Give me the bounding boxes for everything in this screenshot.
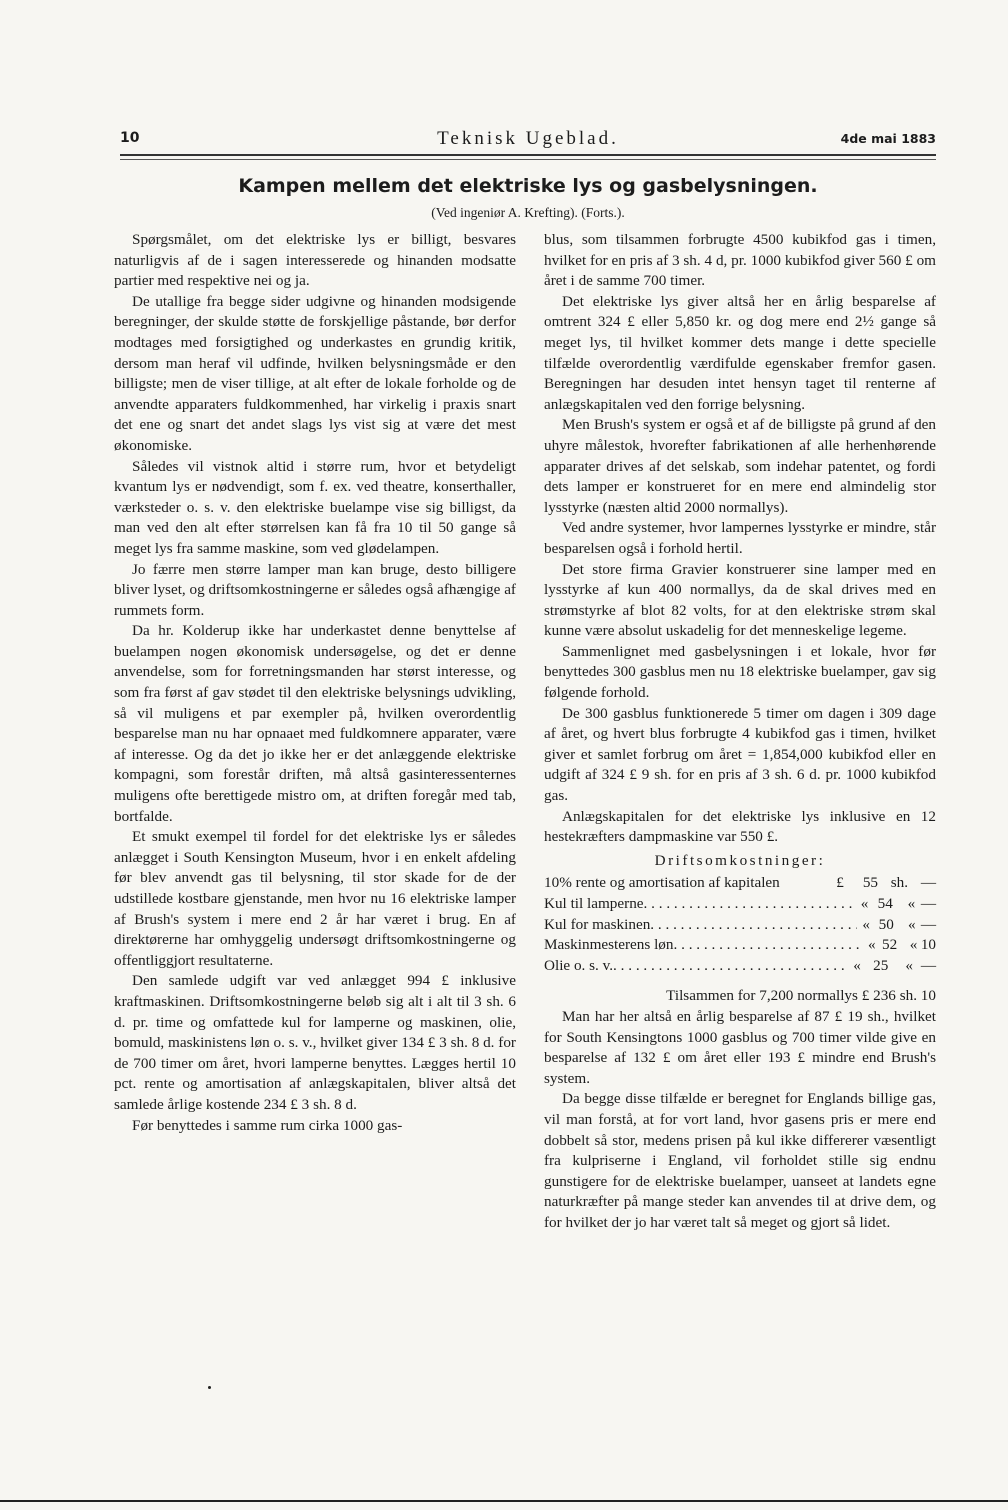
operating-costs-total: Tilsammen for 7,200 normallys £ 236 sh. 10 <box>666 987 936 1005</box>
cost-shillings: « <box>907 895 916 912</box>
paragraph: Det elektriske lys giver altså her en årlig besparelse af omtrent 324 £ eller 5,850 kr. og dog mere end 2½ gange så meget lys, til hvilket kommer dets mange i dette specielle tilfælde overordentlig værdifulde egenskaber fremfor gasen. Beregningen har desuden intet hensyn taget til renterne af anlægskapitalen ved den forrige belysning. <box>544 292 936 413</box>
paragraph: Jo færre men større lamper man kan bruge, desto billigere bliver lyset, og driftsomkostningerne er således også afhængige af rummets form. <box>114 560 516 619</box>
page-number: 10 <box>120 130 140 146</box>
cost-currency: « <box>853 956 861 974</box>
cost-shillings: « <box>905 956 913 974</box>
page-bottom-edge <box>0 1500 1008 1502</box>
article-title: Kampen mellem det elektriske lys og gasbelysningen. <box>238 175 818 197</box>
paragraph: De 300 gasblus funktionerede 5 timer om dagen i 309 dage af året, og hvert blus forbrugte 4 kubikfod gas i timen, hvilket giver et samlet forbrug om året = 1,854,000 kubikfod eller en udgift af 324 £ 9 sh. for en pris af 3 sh. 6 d. pr. 1000 kubikfod gas. <box>544 704 936 805</box>
operating-costs-table <box>544 873 936 976</box>
paragraph: Da begge disse tilfælde er beregnet for Englands billige gas, vil man forstå, at for vort land, hvor gasens pris er mere end dobbelt så stor, medens prisen på kul ikke differerer væsentligt fra kulpriserne i England, vil forholdet stille sig endnu gunstigere for de elektriske buelamper, uanseet at landets egne naturkræfter på mange steder kan anvendes til at drive dem, og for hvilket der jo har været talt så meget og gjort så lidet. <box>544 1090 936 1231</box>
paragraph: blus, som tilsammen forbrugte 4500 kubikfod gas i timen, hvilket for en pris af 3 sh. 4 d, pr. 1000 kubikfod giver 560 £ om året i de samme 700 timer. <box>544 231 936 290</box>
cost-pounds: 55 <box>862 874 878 892</box>
cost-pence: — <box>920 874 936 892</box>
header-rule <box>120 154 936 156</box>
journal-title: Teknisk Ugeblad. <box>437 128 619 149</box>
paragraph: Ved andre systemer, hvor lampernes lysstyrke er mindre, står besparelsen også i forhold hertil. <box>544 519 936 557</box>
paragraph: Før benyttedes i samme rum cirka 1000 gas- <box>132 1116 403 1134</box>
cost-pounds: 52 <box>882 936 898 954</box>
cost-label: Maskinmesterens løn <box>544 936 674 954</box>
cost-pence: — <box>920 956 936 974</box>
cost-label: Olie o. s. v. <box>544 956 614 974</box>
cost-pounds: 25 <box>873 956 889 974</box>
operating-costs-heading: Driftsomkostninger: <box>654 851 826 869</box>
cost-currency: « <box>868 936 876 954</box>
cost-row <box>544 935 936 956</box>
cost-shillings: sh. <box>890 874 908 892</box>
paragraph: Men Brush's system er også et af de billigste på grund af den uhyre målestok, hvorefter fabrikationen af alle herhenhørende apparater drives af det selskab, som indehar patentet, og fordi dets lamper er konstrueret for en mere end almindelig stor lysstyrke (næsten altid 2000 normallys). <box>544 416 936 516</box>
leader-dots <box>650 915 857 936</box>
cost-currency: £ <box>836 874 844 892</box>
paragraph: Et smukt exempel til fordel for det elektriske lys er således anlægget i South Kensington Museum, hvor i en enkelt afdeling før blev anvendt gas til belysning, til stor skade for de der udstillede kostbare gjenstande, men hvor nu 16 elektriske lamper af Brush's system i mere end 2 år har været i brug. En af direktørerne har omhyggelig undersøgt driftsomkostningerne og offentliggjort resultaterne. <box>114 828 516 969</box>
cost-row <box>544 873 936 894</box>
cost-pence: — <box>920 895 936 912</box>
cost-pence: 10 <box>920 936 936 954</box>
cost-pence: — <box>920 915 936 933</box>
paragraph: De utallige fra begge sider udgivne og hinanden modsigende beregninger, der skulde støtte de forskjellige påstande, bør derfor modtages med forsigtighed og underkastes en grundig kritik, dersom man heraf vil udfinde, hvilken belysningsmåde er den billigste; men de viser tillige, at alt efter de lokale forholde og de anvendte apparaters fuldkommenhed, har virkelig i praxis snart det ene og snart det andet slags lys vist sig at være det mest økonomiske. <box>114 292 516 454</box>
cost-shillings: « <box>909 936 918 954</box>
cost-label: 10% rente og amortisation af kapitalen <box>544 874 780 892</box>
cost-pounds: 54 <box>877 895 893 912</box>
cost-shillings: « <box>908 915 916 933</box>
paragraph: Da hr. Kolderup ikke har underkastet denne benyttelse af buelampen nogen økonomisk undersøgelse, og det er denne anvendelse, som for forretningsmanden har størst interesse, og som fra først af gav stødet til den elektriske belysnings udvikling, så vil muligens et par exempler på, hvilken overordentlig besparelse man nu har opnaaet med fuldkomnere apparater, være af interesse. Og da det jo ikke her er det anlæggende elektriske kompagni, som forestår driften, må altså gasinteressenternes muligens ofte berettigede mistro om, at driften foregår med tab, bortfalde. <box>114 622 516 825</box>
left-column <box>114 230 516 1136</box>
paragraph: Anlægskapitalen for det elektriske lys inklusive en 12 hestekræfters dampmaskine var 550 £. <box>544 807 936 846</box>
paragraph: Man har her altså en årlig besparelse af 87 £ 19 sh., hvilket for South Kensingtons 1000 gasblus og 700 timer vilde give en besparelse af 132 £ om året eller 193 £ mindre end Brush's system. <box>544 1007 936 1087</box>
cost-label: Kul til lamperne <box>544 895 644 912</box>
paragraph: Således vil vistnok altid i større rum, hvor et betydeligt kvantum lys er nødvendigt, som f. ex. ved theatre, konserthaller, værksteder o. s. v. den elektriske buelampe vise sig billigst, da man ved den alt efter størrelsen kan få fra 10 til 50 gange så meget lys fra samme maskine, som ved glødelampen. <box>114 457 516 557</box>
cost-currency: « <box>860 895 869 912</box>
header-rule-thin <box>120 159 936 160</box>
cost-pounds: 50 <box>878 915 894 933</box>
issue-date: 4de mai 1883 <box>840 131 936 146</box>
right-column <box>544 230 936 1234</box>
paragraph: Det store firma Gravier konstruerer sine lamper med en lysstyrke af kun 400 normallys, da de skal drives med en strømstyrke af blot 82 volts, for at den elektriske strøm skal kunne være absolut uskadelig for det menneskelige legeme. <box>544 560 936 640</box>
leader-dots <box>780 873 828 894</box>
leader-dots <box>644 894 856 915</box>
cost-label: Kul for maskinen <box>544 915 651 933</box>
leader-dots <box>613 956 847 977</box>
leader-dots <box>674 935 864 956</box>
paragraph: Sammenlignet med gasbelysningen i et lokale, hvor før benyttedes 300 gasblus men nu 18 elektriske buelamper, gav sig følgende forhold. <box>544 642 936 702</box>
article-byline: (Ved ingeniør A. Krefting). (Forts.). <box>431 205 625 220</box>
cost-row <box>544 915 936 936</box>
running-header <box>120 128 936 154</box>
cost-row <box>544 894 936 915</box>
paragraph: Den samlede udgift var ved anlægget 994 £ inklusive kraftmaskinen. Driftsomkostningerne beløb sig alt i alt til 3 sh. 6 d. pr. time og omfattede kul for lamperne og maskinen, olie, bomuld, maskinistens løn o. s. v., hvilket giver 134 £ 3 sh. 8 d. for de 700 timer om året, hvori lamperne benyttes. Lægges hertil 10 pct. rente og amortisation af anlægskapitalen, bliver altså det samlede årlige kostende 234 £ 3 sh. 8 d. <box>114 972 516 1113</box>
print-speck <box>208 1386 211 1389</box>
cost-currency: « <box>862 915 870 933</box>
paragraph: Spørgsmålet, om det elektriske lys er billigt, besvares naturligvis af de i sagen interesserede og hinanden modsatte partier med respektive nei og ja. <box>114 231 516 290</box>
cost-row <box>544 956 936 977</box>
